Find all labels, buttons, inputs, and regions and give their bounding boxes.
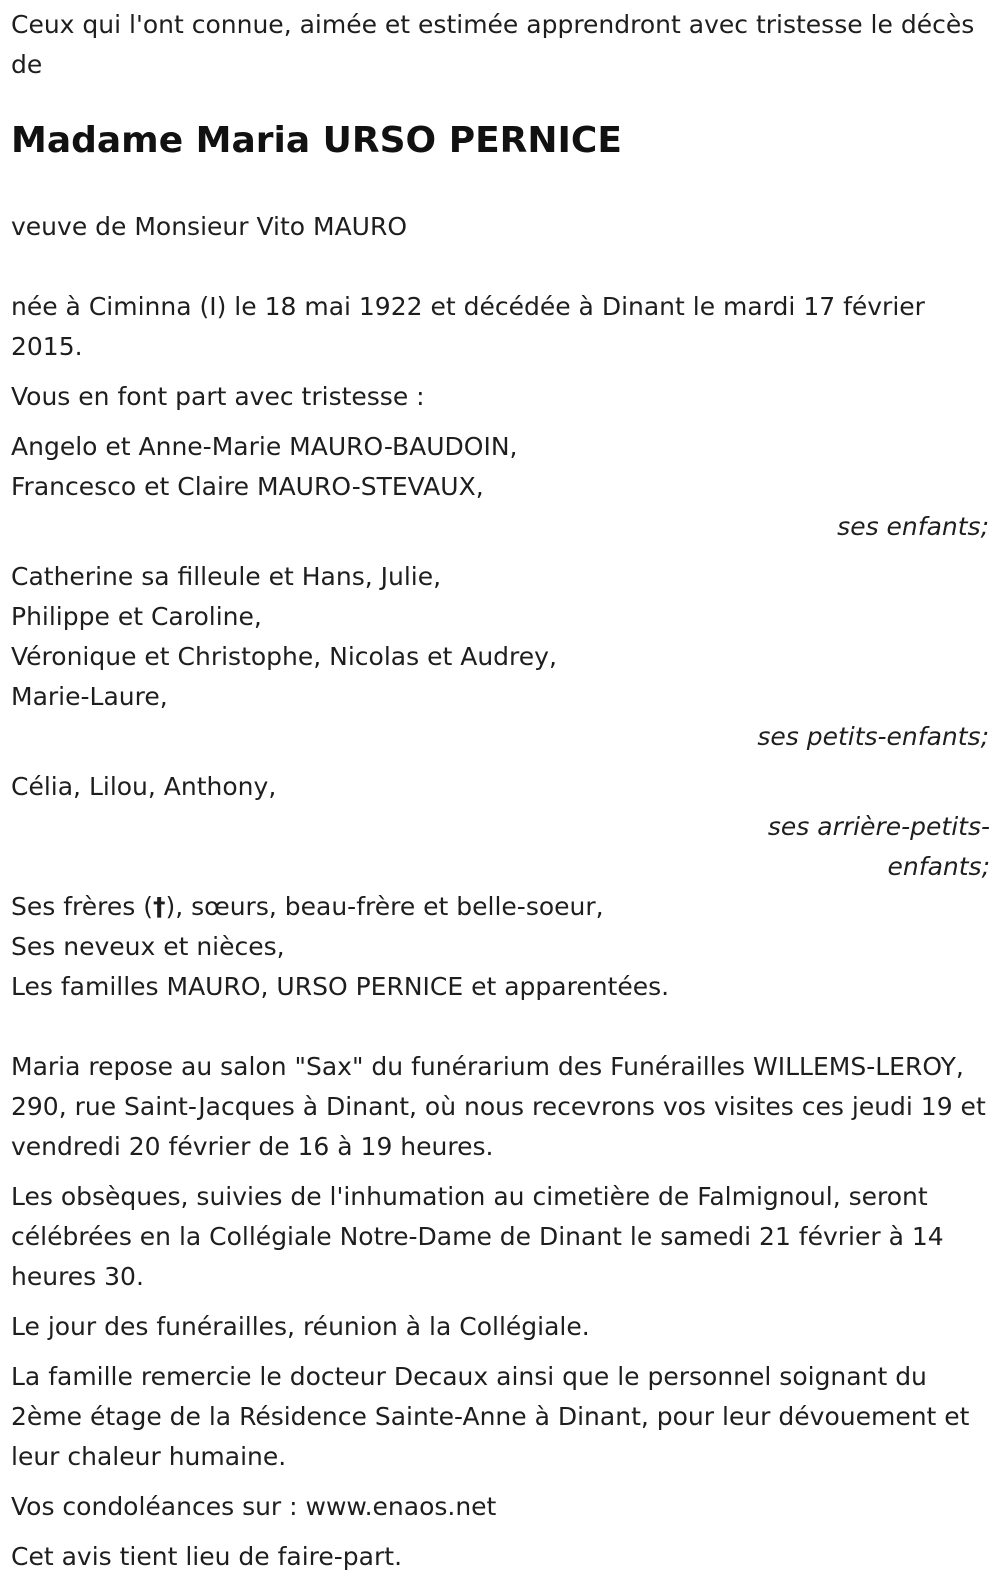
great-grandchildren-label: ses arrière-petits-enfants; xyxy=(767,812,990,881)
great-grandchildren-block xyxy=(11,767,990,887)
children-label: ses enfants; xyxy=(837,512,989,541)
children-block xyxy=(11,427,990,543)
funeral-text: Les obsèques, suivies de l'inhumation au cimetière de Falmignoul, seront célébrées en la Collégiale Notre-Dame de Dinant le samedi 21 février à 14 heures 30. xyxy=(11,1182,944,1291)
cross-icon: † xyxy=(152,892,166,921)
meeting-text: Le jour des funérailles, réunion à la Collégiale. xyxy=(11,1312,590,1341)
nephews-line: Ses neveux et nièces, xyxy=(11,932,285,961)
children-line: Francesco et Claire MAURO-STEVAUX, xyxy=(11,472,484,501)
birth-death-text: née à Ciminna (I) le 18 mai 1922 et décédée à Dinant le mardi 17 février 2015. xyxy=(11,292,925,361)
notice-text: Cet avis tient lieu de faire-part. xyxy=(11,1542,403,1571)
grandchildren-block xyxy=(11,557,990,753)
grandchildren-line: Philippe et Caroline, xyxy=(11,602,262,631)
grandchildren-line: Marie-Laure, xyxy=(11,682,168,711)
grandchildren-line: Véronique et Christophe, Nicolas et Audrey, xyxy=(11,642,557,671)
siblings-suffix: ), sœurs, beau-frère et belle-soeur, xyxy=(165,892,604,921)
great-grandchildren-line: Célia, Lilou, Anthony, xyxy=(11,772,277,801)
siblings-line xyxy=(11,887,990,927)
intro-text: Ceux qui l'ont connue, aimée et estimée apprendront avec tristesse le décès de xyxy=(11,10,975,79)
grandchildren-line: Catherine sa filleule et Hans, Julie, xyxy=(11,562,442,591)
families-line: Les familles MAURO, URSO PERNICE et apparentées. xyxy=(11,972,670,1001)
children-line: Angelo et Anne-Marie MAURO-BAUDOIN, xyxy=(11,432,518,461)
siblings-prefix: Ses frères ( xyxy=(11,892,153,921)
thanks-text: La famille remercie le docteur Decaux ainsi que le personnel soignant du 2ème étage de la Résidence Sainte-Anne à Dinant, pour leur dévouement et leur chaleur humaine. xyxy=(11,1362,970,1471)
visit-text: Maria repose au salon "Sax" du funérarium des Funérailles WILLEMS-LEROY, 290, rue Saint-Jacques à Dinant, où nous recevrons vos visites ces jeudi 19 et vendredi 20 février de 16 à 19 heures. xyxy=(11,1052,986,1161)
family-block xyxy=(11,887,990,1007)
widow-text: veuve de Monsieur Vito MAURO xyxy=(11,212,408,241)
announce-text: Vous en font part avec tristesse : xyxy=(11,382,425,411)
deceased-name: Madame Maria URSO PERNICE xyxy=(11,120,622,161)
grandchildren-label: ses petits-enfants; xyxy=(757,722,989,751)
condolences-text: Vos condoléances sur : www.enaos.net xyxy=(11,1492,497,1521)
